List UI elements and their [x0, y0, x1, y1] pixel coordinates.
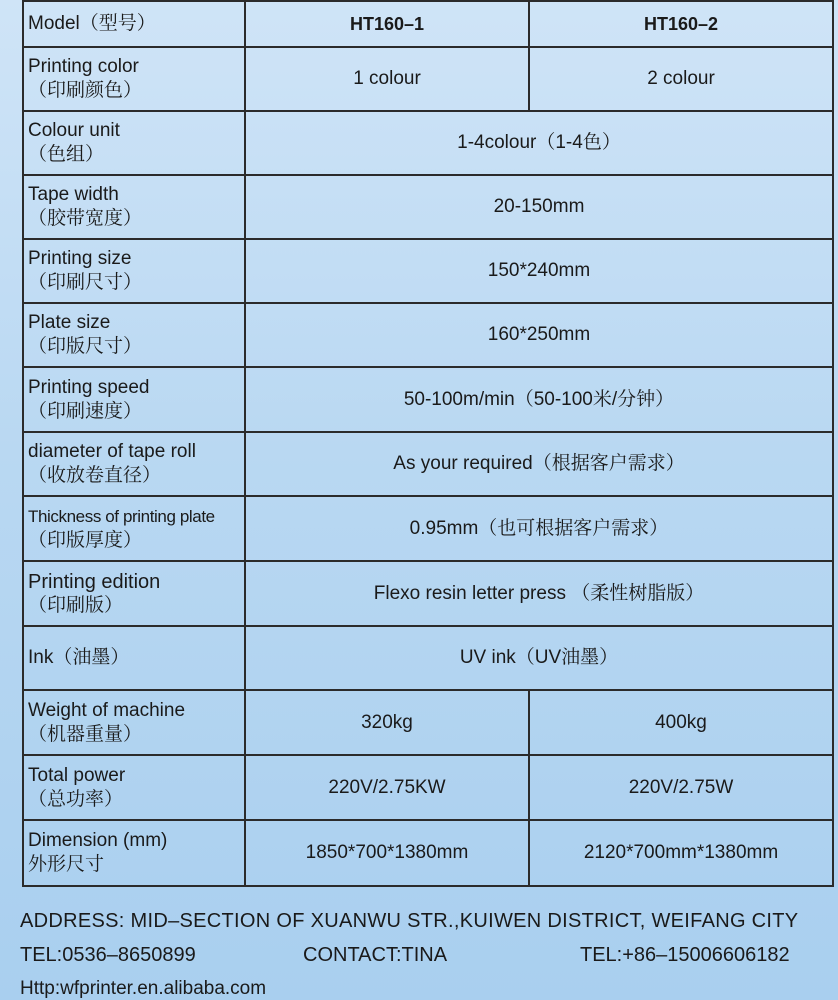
row-value-1: 1 colour — [245, 47, 529, 111]
spec-table — [22, 0, 834, 887]
row-value-2: 400kg — [529, 690, 833, 755]
table-row — [23, 367, 833, 432]
row-label — [23, 561, 245, 626]
row-label — [23, 820, 245, 886]
row-label — [23, 626, 245, 690]
row-label-en: Plate size — [28, 312, 111, 333]
row-label — [23, 47, 245, 111]
row-label — [23, 175, 245, 239]
row-label-cn: （印刷尺寸） — [28, 272, 143, 293]
row-label-cn: （印刷颜色） — [28, 80, 143, 101]
row-label — [23, 367, 245, 432]
row-label-cn: （机器重量） — [28, 723, 143, 745]
row-label-en: Ink（油墨） — [28, 647, 130, 668]
table-row — [23, 496, 833, 561]
table-header-row — [23, 1, 833, 47]
row-label — [23, 239, 245, 303]
table-row — [23, 626, 833, 690]
row-label-en: Tape width — [28, 184, 119, 205]
row-value-2: 220V/2.75W — [529, 755, 833, 820]
table-row — [23, 561, 833, 626]
row-label-en: Thickness of printing plate — [28, 506, 215, 526]
table-row — [23, 175, 833, 239]
row-label-en: Printing color — [28, 56, 139, 77]
row-label — [23, 496, 245, 561]
table-row — [23, 820, 833, 886]
row-label-cn: （印刷速度） — [28, 400, 143, 422]
row-label — [23, 303, 245, 367]
model-col-1: HT160–1 — [245, 1, 529, 47]
footer-tel: TEL:0536–8650899 — [20, 944, 196, 966]
table-row — [23, 303, 833, 367]
table-row — [23, 239, 833, 303]
row-label-cn: （胶带宽度） — [28, 208, 143, 229]
row-value-1: 1850*700*1380mm — [245, 820, 529, 886]
row-value: 160*250mm — [245, 303, 833, 367]
row-value: UV ink（UV油墨） — [245, 626, 833, 690]
row-label-en: Colour unit — [28, 120, 120, 141]
table-row — [23, 690, 833, 755]
row-value: 50-100m/min（50-100米/分钟） — [245, 367, 833, 432]
row-value: 1-4colour（1-4色） — [245, 111, 833, 175]
row-label — [23, 755, 245, 820]
row-label-en: Weight of machine — [28, 699, 186, 721]
row-label-cn: （印版尺寸） — [28, 336, 143, 357]
footer-mobile: TEL:+86–15006606182 — [580, 944, 790, 966]
table-row — [23, 432, 833, 496]
row-label-cn: （印版厚度） — [28, 529, 143, 551]
row-label — [23, 690, 245, 755]
table-row — [23, 47, 833, 111]
row-label-en: Printing speed — [28, 376, 150, 398]
row-label — [23, 111, 245, 175]
row-label-cn: （印刷版） — [28, 594, 124, 616]
row-value: 150*240mm — [245, 239, 833, 303]
row-label-en: diameter of tape roll — [28, 441, 196, 462]
row-label-cn: （色组） — [28, 144, 105, 165]
row-label-en: Printing size — [28, 248, 132, 269]
table-row — [23, 111, 833, 175]
row-label-cn: 外形尺寸 — [28, 854, 105, 875]
row-label — [23, 432, 245, 496]
row-label-cn: （总功率） — [28, 788, 124, 810]
table-row — [23, 755, 833, 820]
row-value-2: 2120*700mm*1380mm — [529, 820, 833, 886]
row-label-cn: （收放卷直径） — [28, 465, 162, 486]
model-label: Model（型号） — [23, 1, 245, 47]
row-label-en: Total power — [28, 764, 126, 786]
row-value-1: 320kg — [245, 690, 529, 755]
footer-address: ADDRESS: MID–SECTION OF XUANWU STR.,KUIWEN DISTRICT, WEIFANG CITY — [20, 910, 799, 932]
row-value: 0.95mm（也可根据客户需求） — [245, 496, 833, 561]
model-col-2: HT160–2 — [529, 1, 833, 47]
row-value-2: 2 colour — [529, 47, 833, 111]
row-value: As your required（根据客户需求） — [245, 432, 833, 496]
row-label-en: Printing edition — [28, 570, 161, 593]
row-label-en: Dimension (mm) — [28, 830, 168, 851]
footer-contact: CONTACT:TINA — [303, 944, 448, 966]
row-value-1: 220V/2.75KW — [245, 755, 529, 820]
row-value: 20-150mm — [245, 175, 833, 239]
footer-website: Http:wfprinter.en.alibaba.com — [20, 978, 267, 999]
row-value: Flexo resin letter press （柔性树脂版） — [245, 561, 833, 626]
